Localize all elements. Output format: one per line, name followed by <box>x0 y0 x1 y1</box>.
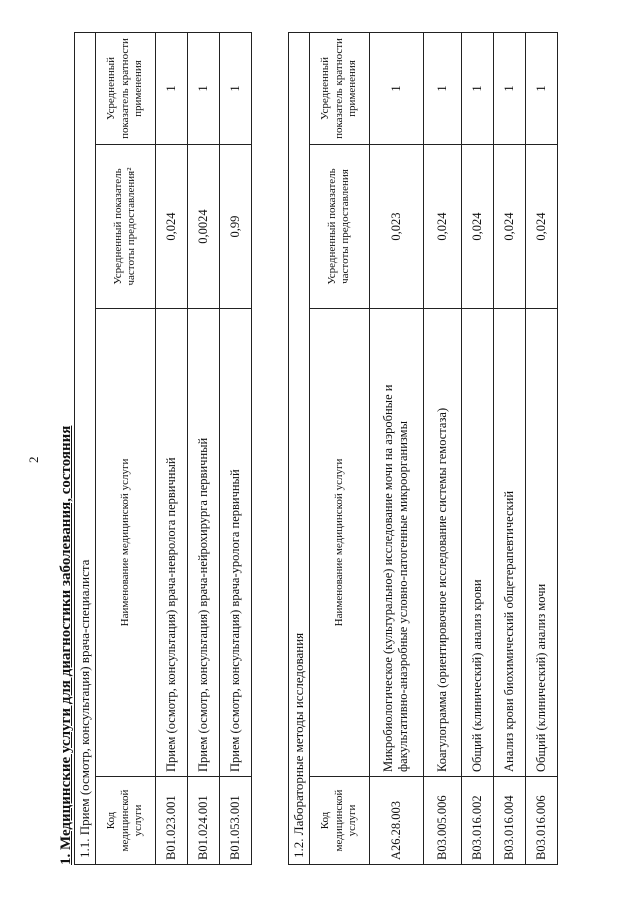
header-code: Код медицинской услуги <box>309 777 369 865</box>
cell-mult: 1 <box>155 32 187 144</box>
cell-name: Прием (осмотр, консультация) врача-невролога первичный <box>155 309 187 777</box>
cell-name: Общий (клинический) анализ мочи <box>525 309 557 777</box>
header-mult: Усредненный показатель кратности применения <box>309 32 369 144</box>
table-row <box>369 32 423 864</box>
cell-code: A26.28.003 <box>369 777 423 865</box>
table-row <box>423 32 461 864</box>
cell-mult: 1 <box>187 32 219 144</box>
header-freq: Усредненный показатель частоты предоставления² <box>95 145 155 309</box>
table-caption: 1.1. Прием (осмотр, консультация) врача-специалиста <box>75 32 96 864</box>
cell-freq: 0,024 <box>525 145 557 309</box>
lab-methods-table <box>288 32 558 865</box>
header-name: Наименование медицинской услуги <box>309 309 369 777</box>
cell-name: Общий (клинический) анализ крови <box>461 309 493 777</box>
cell-name: Коагулограмма (ориентировочное исследование системы гемостаза) <box>423 309 461 777</box>
cell-code: B01.024.001 <box>187 777 219 865</box>
table-row <box>155 32 187 864</box>
cell-name: Микробиологическое (культуральное) исследование мочи на аэробные и факультативно-анаэробные условно-патогенные микроорганизмы <box>369 309 423 777</box>
cell-code: B03.016.002 <box>461 777 493 865</box>
cell-mult: 1 <box>461 32 493 144</box>
section-title: 1. Медицинские услуги для диагностики заболевания, состояния <box>58 425 74 865</box>
table-row <box>219 32 251 864</box>
cell-freq: 0,024 <box>461 145 493 309</box>
cell-code: B03.005.006 <box>423 777 461 865</box>
page-number: 2 <box>26 456 41 463</box>
cell-freq: 0,0024 <box>187 145 219 309</box>
table-caption-row <box>75 32 96 864</box>
header-freq: Усредненный показатель частоты предоставления <box>309 145 369 309</box>
table-row <box>187 32 219 864</box>
cell-mult: 1 <box>369 32 423 144</box>
header-code: Код медицинской услуги <box>95 777 155 865</box>
cell-code: B03.016.006 <box>525 777 557 865</box>
cell-freq: 0,024 <box>423 145 461 309</box>
cell-freq: 0,024 <box>155 145 187 309</box>
table-row <box>493 32 525 864</box>
table-caption-row <box>289 32 310 864</box>
cell-freq: 0,023 <box>369 145 423 309</box>
consultations-table <box>74 32 252 865</box>
cell-name: Прием (осмотр, консультация) врача-уролога первичный <box>219 309 251 777</box>
table-caption: 1.2. Лабораторные методы исследования <box>289 32 310 864</box>
cell-code: B03.016.004 <box>493 777 525 865</box>
header-mult: Усредненный показатель кратности применения <box>95 32 155 144</box>
cell-name: Анализ крови биохимический общетерапевтический <box>493 309 525 777</box>
table-header-row <box>95 32 155 864</box>
cell-freq: 0,024 <box>493 145 525 309</box>
cell-mult: 1 <box>525 32 557 144</box>
cell-mult: 1 <box>493 32 525 144</box>
cell-name: Прием (осмотр, консультация) врача-нейрохирурга первичный <box>187 309 219 777</box>
cell-mult: 1 <box>219 32 251 144</box>
table-header-row <box>309 32 369 864</box>
cell-code: B01.053.001 <box>219 777 251 865</box>
header-name: Наименование медицинской услуги <box>95 309 155 777</box>
cell-code: B01.023.001 <box>155 777 187 865</box>
table-row <box>525 32 557 864</box>
table-row <box>461 32 493 864</box>
cell-freq: 0,99 <box>219 145 251 309</box>
cell-mult: 1 <box>423 32 461 144</box>
